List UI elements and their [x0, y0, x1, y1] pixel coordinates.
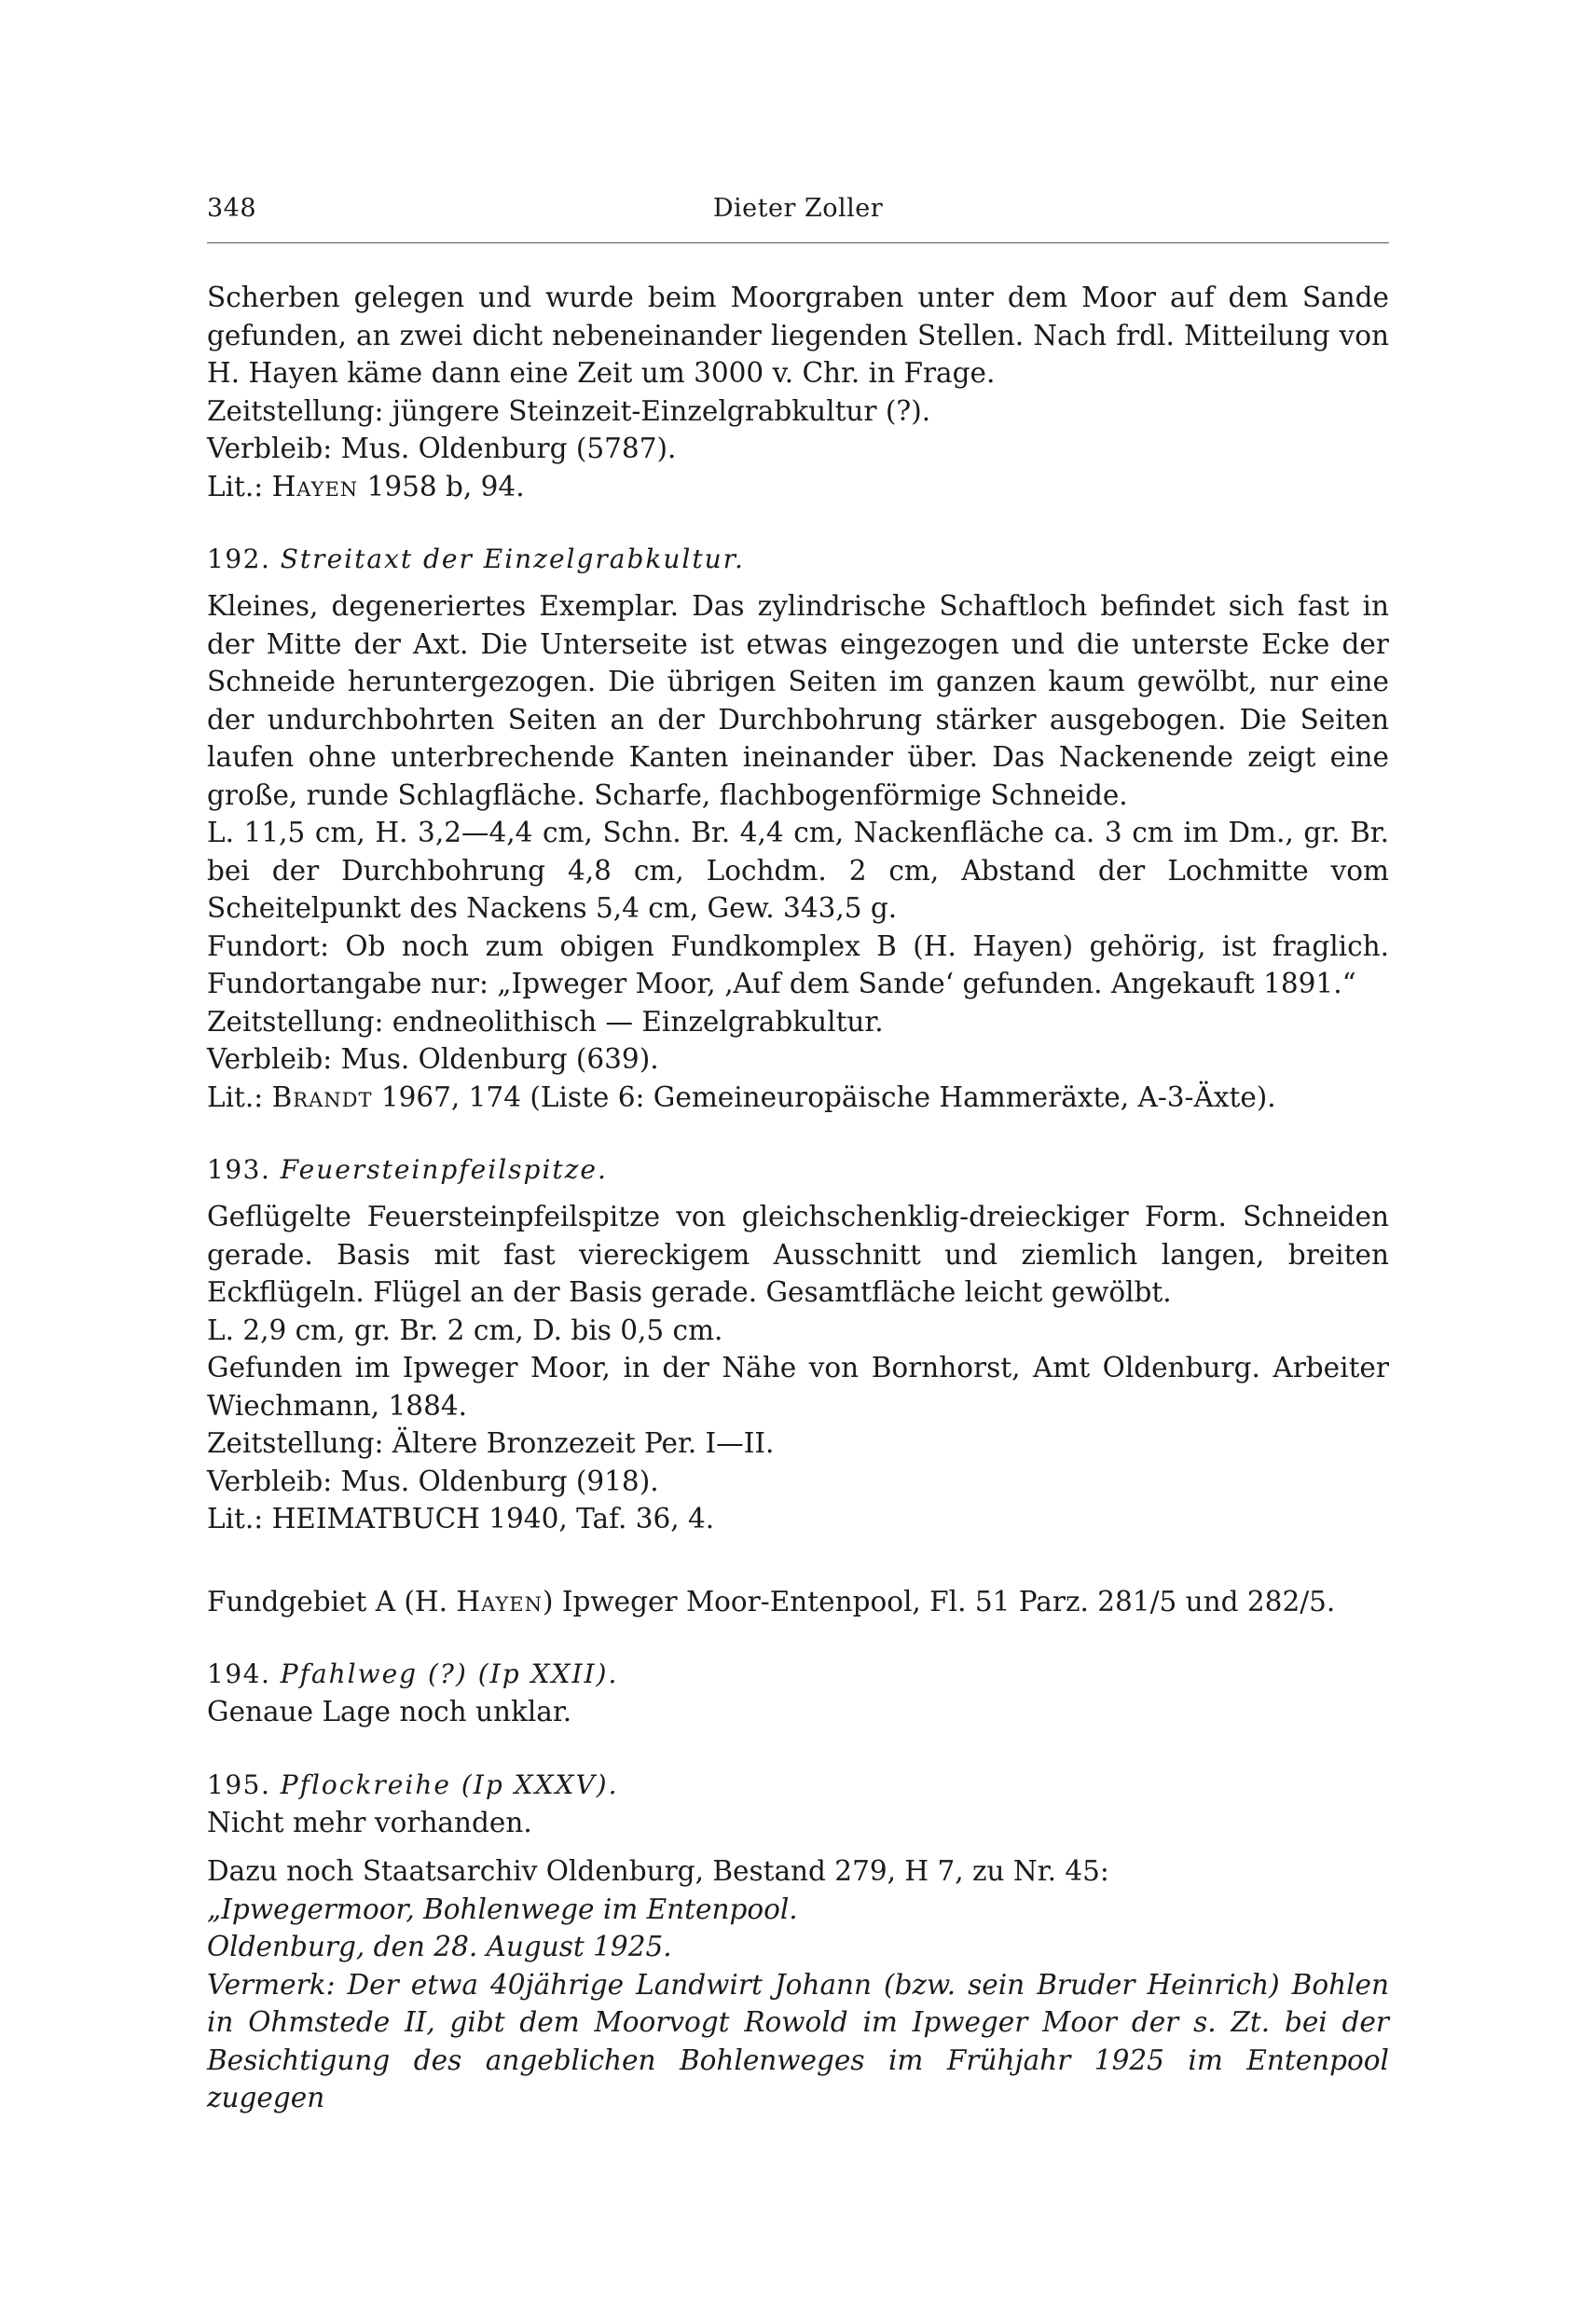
entry-192-measurements: L. 11,5 cm, H. 3,2—4,4 cm, Schn. Br. 4,4 cm, Nackenfläche ca. 3 cm im Dm., gr. Br. bei der Durchbohrung 4,8 cm, Lochdm. 2 cm, Abstand der Lochmitte vom Scheitelpunkt des Nackens 5,4 cm, Gew. 343,5 g. — [207, 817, 1389, 924]
entry-title: Pfahlweg (?) (Ip XXII). — [280, 1658, 619, 1689]
lit-author: Hayen — [271, 470, 359, 502]
lit-prefix: Lit.: — [207, 470, 272, 502]
entry-193-literature: Lit.: HEIMATBUCH 1940, Taf. 36, 4. — [207, 1503, 715, 1534]
entry-192-zeitstellung: Zeitstellung: endneolithisch — Einzelgrabkultur. — [207, 1005, 884, 1038]
entry-195-archive-reference: Dazu noch Staatsarchiv Oldenburg, Bestand 279, H 7, zu Nr. 45: — [207, 1855, 1109, 1887]
entry-194-text: Genaue Lage noch unklar. — [207, 1696, 572, 1727]
entry-193-verbleib: Verbleib: Mus. Oldenburg (918). — [207, 1465, 659, 1497]
running-head — [207, 186, 1389, 235]
verbleib-line: Verbleib: Mus. Oldenburg (5787). — [207, 433, 677, 464]
entry-193-heading — [207, 1151, 1389, 1189]
entry-193-description: Geflügelte Feuersteinpfeilspitze von gleichschenklig-dreieckiger Form. Schneiden gerade. Basis mit fast viereckigem Ausschnitt und ziemlich langen, breiten Eckflügeln. Flügel an der Basis gerade. Gesamtfläche leicht gewölbt. — [207, 1201, 1389, 1308]
entry-193-measurements: L. 2,9 cm, gr. Br. 2 cm, D. bis 0,5 cm. — [207, 1314, 723, 1346]
entry-194-heading — [207, 1656, 1389, 1693]
entry-193-zeitstellung: Zeitstellung: Ältere Bronzezeit Per. I—II. — [207, 1427, 775, 1459]
entry-number: 194. — [207, 1658, 281, 1689]
zeitstellung-line: Zeitstellung: jüngere Steinzeit-Einzelgrabkultur (?). — [207, 394, 931, 427]
entry-title: Pflockreihe (Ip XXXV). — [280, 1768, 619, 1800]
header-rule — [207, 242, 1389, 243]
lit-author: Brandt — [271, 1080, 373, 1113]
entry-195-quote-title: „Ipwegermoor, Bohlenwege im Entenpool. — [207, 1892, 798, 1925]
running-head-author: Dieter Zoller — [712, 194, 884, 223]
page — [207, 186, 1389, 2117]
literature-line — [207, 468, 1389, 506]
entry-192-heading — [207, 541, 1389, 578]
entry-195-quote-note: Vermerk: Der etwa 40jährige Landwirt Johann (bzw. sein Bruder Heinrich) Bohlen in Ohmstede II, gibt dem Moorvogt Rowold im Ipweger Moor der s. Zt. bei der Besichtigung des angeblichen Bohlenweges im Frühjahr 1925 im Entenpool zugegen — [207, 1968, 1389, 2113]
lit-reference: 1958 b, 94. — [358, 470, 525, 502]
entry-192-verbleib: Verbleib: Mus. Oldenburg (639). — [207, 1043, 659, 1075]
entry-195-text: Nicht mehr vorhanden. — [207, 1806, 532, 1838]
entry-192-literature — [207, 1079, 1389, 1117]
lit-prefix: Lit.: — [207, 1080, 272, 1113]
entry-number: 195. — [207, 1768, 281, 1800]
lit-reference: 1967, 174 (Liste 6: Gemeineuropäische Hammeräxte, A-3-Äxte). — [372, 1080, 1276, 1113]
entry-number: 193. — [207, 1154, 281, 1185]
fundgebiet-heading — [207, 1583, 1389, 1621]
entry-title: Feuersteinpfeilspitze. — [280, 1154, 608, 1185]
fundgebiet-location: ) Ipweger Moor-Entenpool, Fl. 51 Parz. 281/5 und 282/5. — [542, 1585, 1336, 1617]
continuation-paragraph: Scherben gelegen und wurde beim Moorgraben unter dem Moor auf dem Sande gefunden, an zwei dicht nebeneinander liegenden Stellen. Nach frdl. Mitteilung von H. Hayen käme dann eine Zeit um 3000 v. Chr. in Frage. — [207, 282, 1389, 389]
entry-195-quote-date: Oldenburg, den 28. August 1925. — [207, 1931, 672, 1962]
entry-195-heading — [207, 1767, 1389, 1804]
page-number: 348 — [207, 194, 257, 223]
fundgebiet-prefix: Fundgebiet A (H. — [207, 1585, 457, 1617]
entry-title: Streitaxt der Einzelgrabkultur. — [280, 544, 745, 574]
entry-number: 192. — [207, 544, 281, 574]
entry-192-description: Kleines, degeneriertes Exemplar. Das zylindrische Schaftloch befindet sich fast in der Mitte der Axt. Die Unterseite ist etwas eingezogen und die unterste Ecke der Schneide heruntergezogen. Die übrigen Seiten im ganzen kaum gewölbt, nur eine der undurchbohrten Seiten an der Durchbohrung stärker ausgebogen. Die Seiten laufen ohne unterbrechende Kanten ineinander über. Das Nackenende zeigt eine große, runde Schlagfläche. Scharfe, flachbogenförmige Schneide. — [207, 590, 1389, 811]
entry-193-fundort: Gefunden im Ipweger Moor, in der Nähe von Bornhorst, Amt Oldenburg. Arbeiter Wiechmann, 1884. — [207, 1352, 1389, 1422]
entry-192-fundort: Fundort: Ob noch zum obigen Fundkomplex B (H. Hayen) gehörig, ist fraglich. Fundortangabe nur: „Ipweger Moor, ‚Auf dem Sande‘ gefunden. Angekauft 1891.“ — [207, 929, 1389, 999]
fundgebiet-author: Hayen — [456, 1585, 543, 1617]
